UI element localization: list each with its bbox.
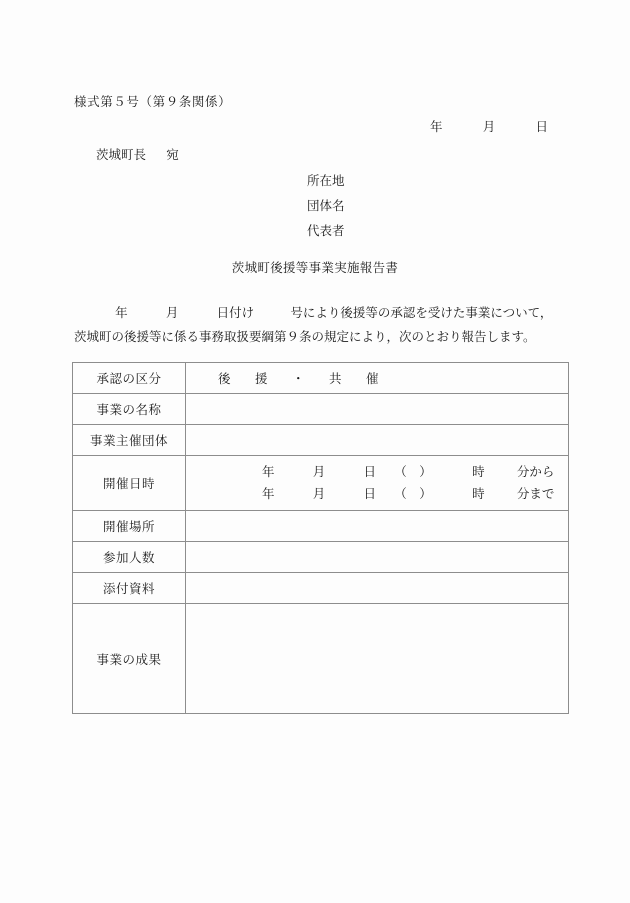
- table-row-attachments: [73, 573, 569, 604]
- sender-block: [307, 169, 345, 244]
- row-label-event-name: 事業の名称: [73, 394, 186, 425]
- sender-field-location: 所在地: [307, 174, 345, 188]
- table-row-attendance: [73, 542, 569, 573]
- from-weekday-field: （ ）: [394, 465, 432, 479]
- report-form-table: [72, 362, 569, 714]
- form-number-heading: 様式第５号（第９条関係）: [74, 95, 232, 109]
- row-label-attendance: 参加人数: [73, 542, 186, 573]
- to-month-label: 月: [312, 487, 326, 501]
- row-value-attendance[interactable]: [186, 542, 569, 573]
- row-value-approval-type[interactable]: [186, 363, 569, 394]
- from-minute-label: 分から: [516, 465, 555, 479]
- body-line1-rest: 号により後援等の承認を受けた事業について，茨城町の: [74, 306, 553, 344]
- row-value-event-name[interactable]: [186, 394, 569, 425]
- addressee-line: [96, 145, 179, 163]
- table-row-organizer: [73, 425, 569, 456]
- row-value-venue[interactable]: [186, 511, 569, 542]
- table-row-event-name: [73, 394, 569, 425]
- from-day-label: 日: [363, 465, 377, 479]
- table-row-venue: [73, 511, 569, 542]
- row-label-venue: 開催場所: [73, 511, 186, 542]
- body-day-label: 日付け: [216, 306, 255, 320]
- to-minute-label: 分まで: [516, 487, 555, 501]
- date-month-label: 月: [482, 120, 496, 134]
- table-row-datetime: [73, 456, 569, 511]
- body-paragraph: [74, 301, 554, 349]
- row-label-datetime: 開催日時: [73, 456, 186, 511]
- datetime-from-line: [262, 461, 568, 483]
- date-line: [430, 117, 548, 135]
- to-weekday-field: （ ）: [394, 487, 432, 501]
- sender-field-organization: 団体名: [307, 199, 345, 213]
- body-line2: 後援等に係る事務取扱要綱第９条の規定により，次のとおり報告します。: [124, 330, 536, 344]
- to-hour-label: 時: [472, 487, 485, 501]
- approval-type-options: 後 援 ・ 共 催: [218, 372, 385, 386]
- from-month-label: 月: [312, 465, 326, 479]
- body-month-label: 月: [165, 306, 179, 320]
- row-label-results: 事業の成果: [73, 604, 186, 714]
- body-year-label: 年: [115, 306, 128, 320]
- row-label-approval-type: 承認の区分: [73, 363, 186, 394]
- row-value-results[interactable]: [186, 604, 569, 714]
- to-year-label: 年: [262, 487, 275, 501]
- from-year-label: 年: [262, 465, 275, 479]
- row-value-attachments[interactable]: [186, 573, 569, 604]
- row-value-datetime[interactable]: [186, 456, 569, 511]
- sender-field-representative: 代表者: [307, 224, 345, 238]
- to-day-label: 日: [363, 487, 377, 501]
- table-row-approval-type: [73, 363, 569, 394]
- document-title: 茨城町後援等事業実施報告書: [231, 261, 399, 275]
- datetime-lines: [202, 461, 568, 505]
- addressee-honorific: 宛: [166, 148, 179, 162]
- datetime-to-line: [262, 483, 568, 505]
- row-label-attachments: 添付資料: [73, 573, 186, 604]
- addressee-recipient: 茨城町長: [96, 148, 147, 162]
- row-value-organizer[interactable]: [186, 425, 569, 456]
- date-year-label: 年: [430, 120, 443, 134]
- table-row-results: [73, 604, 569, 714]
- row-label-organizer: 事業主催団体: [73, 425, 186, 456]
- from-hour-label: 時: [472, 465, 485, 479]
- date-day-label: 日: [535, 120, 549, 134]
